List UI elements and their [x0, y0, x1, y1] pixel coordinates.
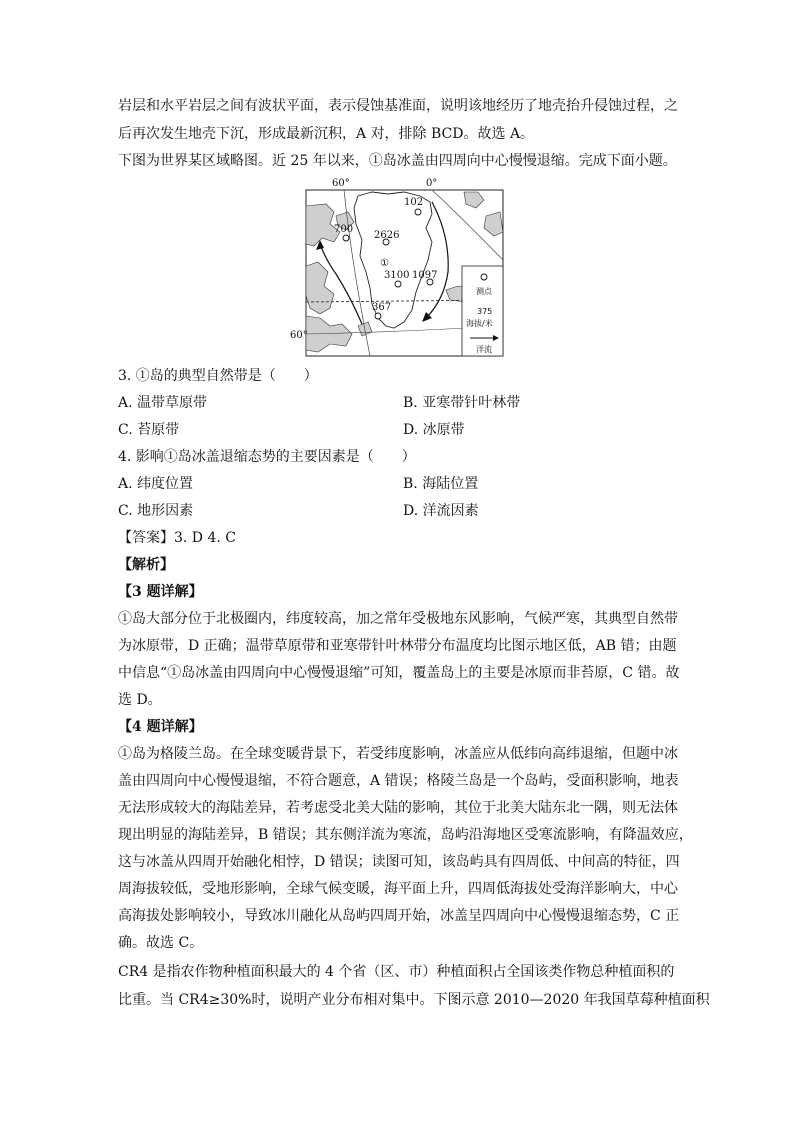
prev-paragraph-line-2: 后再次发生地壳下沉，形成最新沉积，A 对，排除 BCD。故选 A。 [118, 126, 535, 142]
legend-elev-label: 海拔/米 [466, 319, 493, 328]
lon-60-label: 60° [332, 178, 350, 189]
q4-detail-line-8: 确。故选 C。 [118, 935, 204, 951]
analysis-heading: 【解析】 [118, 557, 174, 573]
label-2626: 2626 [374, 230, 400, 241]
label-3100: 3100 [384, 270, 410, 281]
label-1097: 1097 [412, 270, 438, 281]
q3-option-d[interactable]: D. 冰原带 [403, 422, 465, 438]
prev-paragraph-line-1: 岩层和水平岩层之间有波状平面，表示侵蚀基准面，说明该地经历了地壳抬升侵蚀过程，之 [118, 98, 678, 114]
region-map [290, 176, 506, 356]
station-700 [343, 235, 349, 241]
q3-option-a[interactable]: A. 温带草原带 [118, 395, 208, 411]
next-paragraph-line-1: CR4 是指农作物种植面积最大的 4 个省（区、市）种植面积占全国该类作物总种植面积的 [118, 964, 675, 980]
station-3100 [395, 281, 401, 287]
q4-option-b[interactable]: B. 海陆位置 [403, 476, 479, 492]
q4-detail-line-1: ①岛为格陵兰岛。在全球变暖背景下，若受纬度影响，冰盖应从低纬向高纬退缩，但题中冰 [118, 746, 678, 762]
q4-option-c[interactable]: C. 地形因素 [118, 503, 194, 519]
q3-detail-line-4: 选 D。 [118, 692, 162, 708]
q3-detail-line-1: ①岛大部分位于北极圈内，纬度较高，加之常年受极地东风影响，气候严寒，其典型自然带 [118, 611, 678, 627]
q4-detail-line-3: 无法形成较大的海陆差异，若考虑受北美大陆的影响，其位于北美大陆东北一隅，则无法体 [118, 800, 678, 816]
label-102: 102 [404, 197, 424, 208]
label-700: 700 [334, 224, 354, 235]
q3-option-c[interactable]: C. 苔原带 [118, 422, 180, 438]
q3-stem: 3. ①岛的典型自然带是（ ） [118, 368, 318, 384]
q4-option-a[interactable]: A. 纬度位置 [118, 476, 194, 492]
legend-current-label: 洋流 [476, 345, 492, 354]
answer-line: 【答案】3. D 4. C [118, 530, 237, 546]
q4-detail-line-7: 高海拔处影响较小，导致冰川融化从岛屿四周开始，冰盖呈四周向中心慢慢退缩态势，C 正 [118, 908, 680, 924]
q3-detail-line-2: 为冰原带，D 正确；温带草原带和亚寒带针叶林带分布温度均比图示地区低，AB 错；由题 [118, 638, 677, 654]
legend-station-label: 测点 [476, 287, 492, 296]
station-367 [375, 313, 381, 319]
legend-elev-value: 375 [477, 307, 493, 316]
q4-detail-line-4: 现出明显的海陆差异，B 错误；其东侧洋流为寒流，岛屿沿海地区受寒流影响，有降温效应， [118, 827, 693, 843]
lat-60-label: 60° [290, 330, 308, 341]
q4-option-d[interactable]: D. 洋流因素 [403, 503, 479, 519]
q3-detail-heading: 【3 题详解】 [118, 584, 203, 600]
island-number-label: ① [380, 258, 389, 269]
legend-station-icon [481, 274, 487, 280]
q3-detail-line-3: 中信息“①岛冰盖由四周向中心慢慢退缩”可知，覆盖岛上的主要是冰原而非苔原，C 错。故 [118, 665, 680, 681]
q3-option-b[interactable]: B. 亚寒带针叶林带 [403, 395, 521, 411]
q4-detail-heading: 【4 题详解】 [118, 719, 203, 735]
label-367: 367 [372, 302, 392, 313]
station-102 [415, 209, 421, 215]
q4-detail-line-5: 这与冰盖从四周开始融化相悖，D 错误；读图可知，该岛屿具有四周低、中间高的特征，四 [118, 854, 680, 870]
question-intro: 下图为世界某区域略图。近 25 年以来，①岛冰盖由四周向中心慢慢退缩。完成下面小题。 [118, 153, 677, 169]
q4-detail-line-6: 周海拔较低，受地形影响，全球气候变暖，海平面上升，四周低海拔处受海洋影响大，中心 [118, 881, 678, 897]
lon-0-label: 0° [426, 178, 438, 189]
q4-detail-line-2: 盖由四周向中心慢慢退缩，不符合题意，A 错误；格陵兰岛是一个岛屿，受面积影响，地表 [118, 773, 679, 789]
q4-stem: 4. 影响①岛冰盖退缩态势的主要因素是（ ） [118, 449, 416, 465]
next-paragraph-line-2: 比重。当 CR4≥30%时，说明产业分布相对集中。下图示意 2010—2020 年我国草莓种植面积 [118, 992, 710, 1008]
